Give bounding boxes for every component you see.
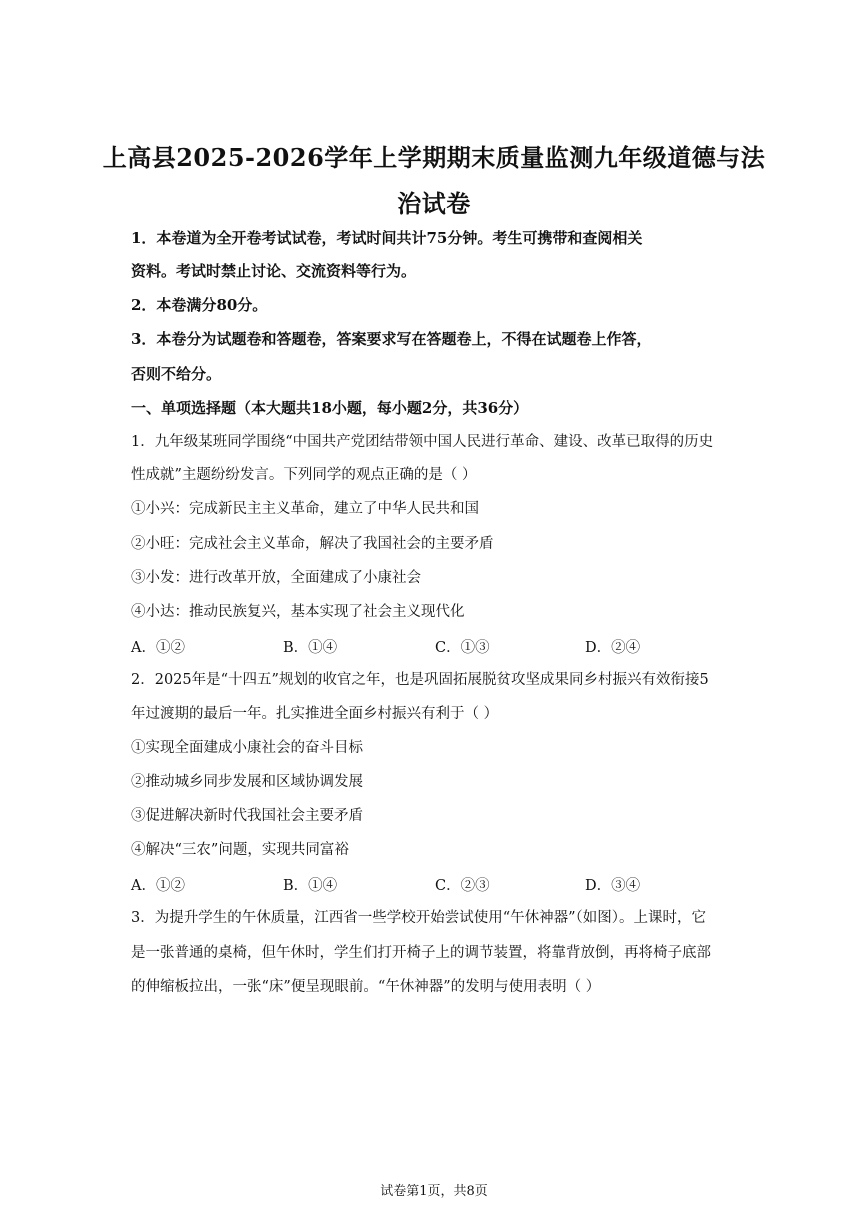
q2-option-b[interactable]: B．①④ [283, 878, 338, 894]
exam-title-line1: 上高县2025-2026学年上学期期末质量监测九年级道德与法 [102, 143, 766, 172]
q2-option-c[interactable]: C．②③ [435, 878, 490, 894]
section-heading: 一、单项选择题（本大题共18小题，每小题2分，共36分） [131, 399, 529, 417]
note-1: 1．本卷道为全开卷考试试卷，考试时间共计75分钟。考生可携带和查阅相关 [131, 229, 643, 247]
q2-option-a[interactable]: A．①② [131, 878, 185, 894]
page-footer: 试卷第1页，共8页 [380, 1184, 488, 1199]
q1-options [131, 636, 751, 656]
q1-option-b[interactable]: B．①④ [283, 640, 338, 656]
q2-item-1: ①实现全面建成小康社会的奋斗目标 [131, 740, 363, 756]
q2-option-d[interactable]: D．③④ [585, 878, 641, 894]
q2-stem-line1: 2．2025年是“十四五”规划的收官之年，也是巩固拓展脱贫攻坚成果同乡村振兴有效衔接5 [131, 672, 709, 688]
note-3: 3．本卷分为试题卷和答题卷，答案要求写在答题卷上，不得在试题卷上作答， [131, 330, 652, 348]
q3-stem-line2: 是一张普通的桌椅，但午休时，学生们打开椅子上的调节装置，将靠背放倒，再将椅子底部 [131, 945, 711, 961]
q1-option-a[interactable]: A．①② [131, 640, 185, 656]
q2-stem-line2: 年过渡期的最后一年。扎实推进全面乡村振兴有利于（ ） [131, 706, 499, 722]
q2-item-3: ③促进解决新时代我国社会主要矛盾 [131, 808, 363, 824]
note-1-cont: 资料。考试时禁止讨论、交流资料等行为。 [131, 262, 417, 280]
q2-item-2: ②推动城乡同步发展和区域协调发展 [131, 774, 363, 790]
note-3-cont: 否则不给分。 [131, 365, 222, 383]
q2-item-4: ④解决“三农”问题，实现共同富裕 [131, 842, 349, 858]
q1-item-3: ③小发：进行改革开放，全面建成了小康社会 [131, 570, 421, 586]
q1-stem-line2: 性成就”主题纷纷发言。下列同学的观点正确的是（ ） [131, 467, 477, 483]
q1-option-c[interactable]: C．①③ [435, 640, 490, 656]
q1-item-1: ①小兴：完成新民主主义革命，建立了中华人民共和国 [131, 501, 479, 517]
q3-stem-line1: 3．为提升学生的午休质量，江西省一些学校开始尝试使用“午休神器”（如图）。上课时，它 [131, 910, 707, 926]
q1-option-d[interactable]: D．②④ [585, 640, 641, 656]
note-2: 2．本卷满分80分。 [131, 296, 268, 314]
q2-options [131, 874, 751, 894]
q1-stem-line1: 1．九年级某班同学围绕“中国共产党团结带领中国人民进行革命、建设、改革已取得的历史 [131, 434, 714, 450]
q3-stem-line3: 的伸缩板拉出，一张“床”便呈现眼前。“午休神器”的发明与使用表明（ ） [131, 979, 601, 995]
q1-item-4: ④小达：推动民族复兴，基本实现了社会主义现代化 [131, 604, 465, 620]
q1-item-2: ②小旺：完成社会主义革命，解决了我国社会的主要矛盾 [131, 536, 494, 552]
exam-title-line2: 治试卷 [397, 189, 471, 218]
